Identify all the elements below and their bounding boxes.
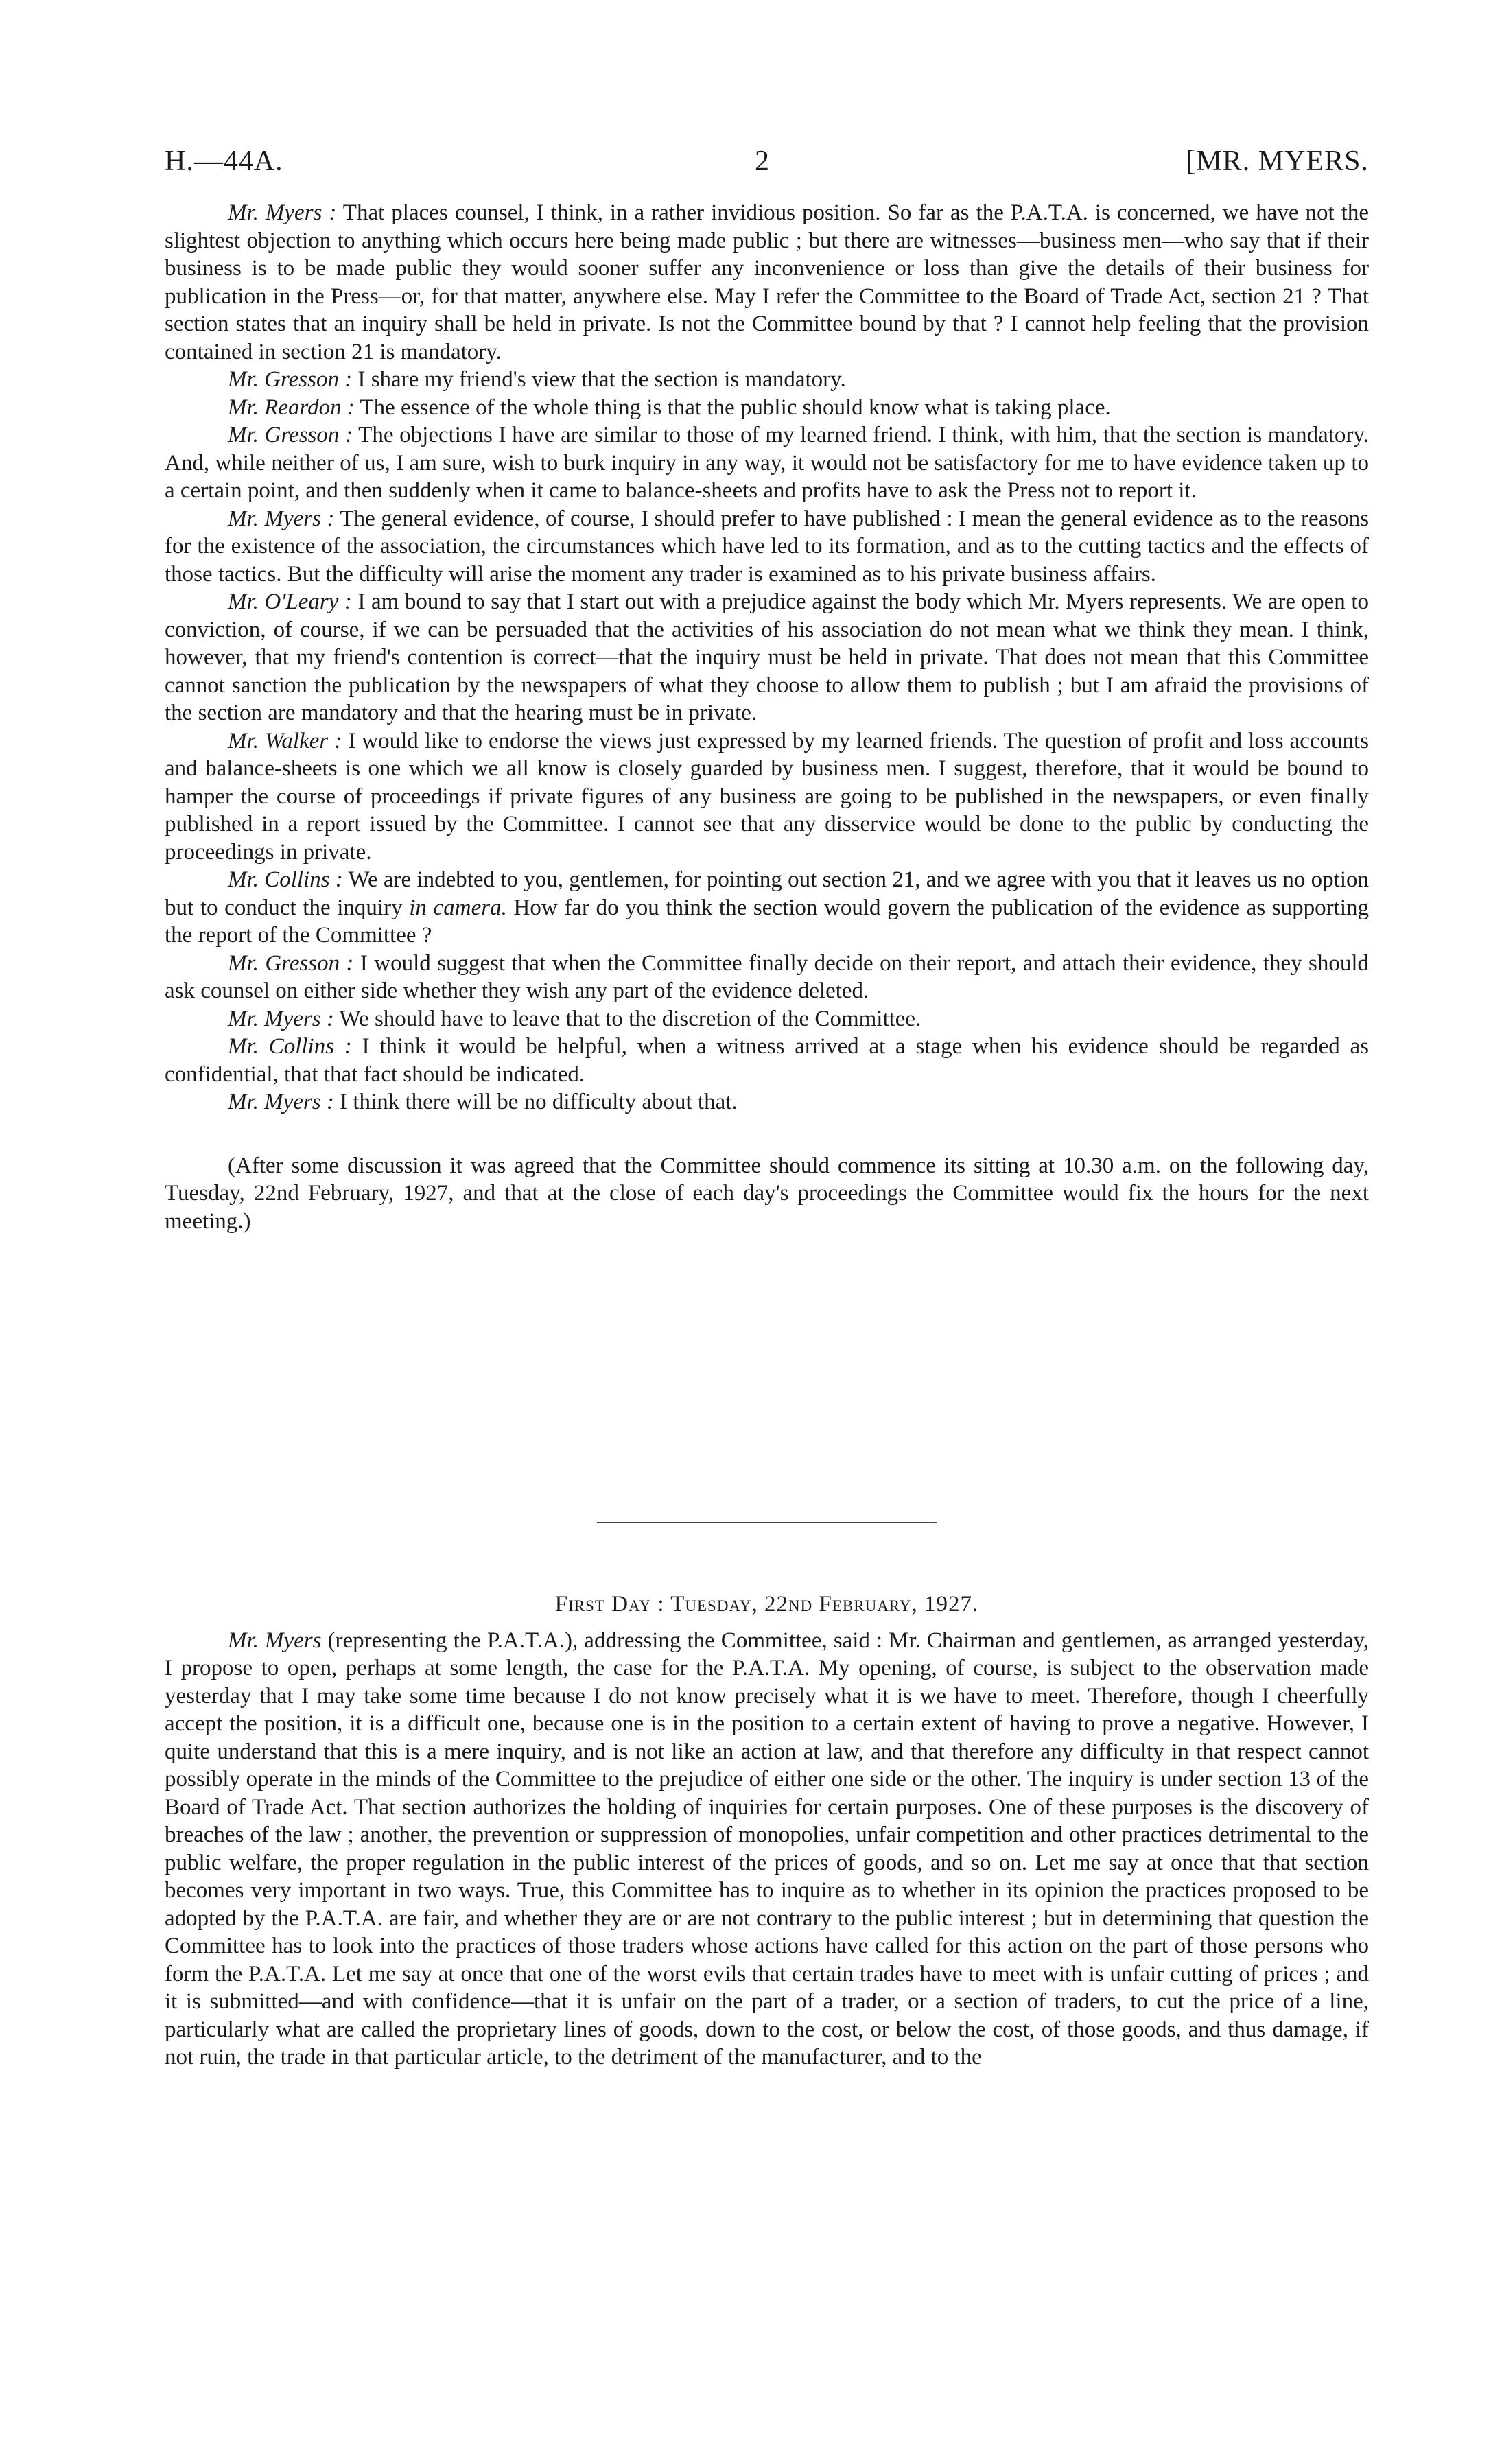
speech-text: I am bound to say that I start out with a prejudice against the body which Mr. Myers represents. We are open to conviction, of course, if we can be persuaded that the activities of his association do not mean what we think they mean. I think, however, that my friend's contention is correct—that the inquiry must be held in private. That does not mean that this Committee cannot sanction the publication by the newspapers of what they choose to allow them to publish ; but I am afraid the provisions of the section are mandatory and that the hearing must be in private. (165, 589, 1369, 725)
speech-text: I share my friend's view that the section is mandatory. (357, 367, 846, 392)
exchange-paragraph (165, 421, 1369, 505)
speaker-name: Mr. O'Leary : (228, 589, 352, 614)
exchange-paragraph (165, 505, 1369, 589)
speaker-name: Mr. Myers : (228, 1006, 334, 1031)
speaker-name: Mr. Myers (228, 1628, 322, 1653)
speech-text: That places counsel, I think, in a rather invidious position. So far as the P.A.T.A. is concerned, we have not the slightest objection to anything which occurs here being made public ; but there are witnesses—business men—who say that if their business is to be made public they would sooner suffer any inconvenience or loss than give the details of their business for publication in the Press—or, for that matter, anywhere else. May I refer the Committee to the Board of Trade Act, section 21 ? That section states that an inquiry shall be held in private. Is not the Committee bound by that ? I cannot help feeling that the provision contained in section 21 is mandatory. (165, 200, 1369, 364)
latin-phrase: in camera. (409, 895, 507, 920)
speaker-name: Mr. Reardon : (228, 395, 355, 420)
speech-text: We are indebted to you, gentlemen, for pointing out section 21, and we agree with you that it leaves us no option but to conduct the inquiry (165, 867, 1370, 920)
header-speaker: [MR. MYERS. (1186, 145, 1369, 177)
procedural-note: (After some discussion it was agreed that the Committee should commence its sitting at 10.30 a.m. on the following day, Tuesday, 22nd February, 1927, and that at the close of each day's proceedings the Committee would fix the hours for the next meeting.) (165, 1153, 1369, 1234)
exchange-paragraph (165, 366, 1369, 394)
speech-text: I think there will be no difficulty about that. (340, 1090, 738, 1114)
speech-text: The essence of the whole thing is that the public should know what is taking place. (360, 395, 1111, 420)
speech-text: The general evidence, of course, I should prefer to have published : I mean the general evidence as to the reasons for the existence of the association, the circumstances which have led to its formation, and as to the cutting tactics and the effects of those tactics. But the difficulty will arise the moment any trader is examined as to his private business affairs. (165, 506, 1370, 587)
page-header (165, 141, 1369, 182)
speaker-name: Mr. Myers : (228, 200, 337, 225)
exchange-paragraph (165, 1088, 1369, 1116)
speaker-name: Mr. Collins : (228, 1034, 352, 1059)
exchange-paragraph (165, 727, 1369, 867)
committee-discussion (165, 199, 1369, 1235)
exchange-paragraph (165, 950, 1369, 1005)
exchange-paragraph (165, 1005, 1369, 1033)
spacer (165, 1116, 1369, 1152)
exchange-paragraph (165, 1033, 1369, 1088)
opening-address (165, 1627, 1369, 2072)
speaker-name: Mr. Gresson : (228, 367, 353, 392)
speech-text: I would like to endorse the views just expressed by my learned friends. The question of profit and loss accounts and balance-sheets is one which we all know is closely guarded by business men. I suggest, therefore, that it would be bound to hamper the course of proceedings if private figures of any business are going to be published in the newspapers, or even finally published in a report issued by the Committee. I cannot see that any disservice would be done to the public by conducting the proceedings in private. (165, 728, 1370, 865)
speech-text: I would suggest that when the Committee finally decide on their report, and attach their evidence, they should ask counsel on either side whether they wish any part of the evidence deleted. (165, 950, 1369, 1003)
exchange-paragraph (165, 199, 1369, 366)
speech-text: The objections I have are similar to those of my learned friend. I think, with him, that the section is mandatory. And, while neither of us, I am sure, wish to burk inquiry in any way, it would not be satisfactory for me to have evidence taken up to a certain point, and then suddenly when it came to balance-sheets and profits have to ask the Press not to report it. (165, 423, 1370, 503)
speaker-name: Mr. Collins : (228, 867, 343, 892)
speaker-name: Mr. Walker : (228, 728, 342, 753)
exchange-paragraph (165, 866, 1369, 950)
exchange-paragraph (165, 588, 1369, 727)
speech-text: We should have to leave that to the discretion of the Committee. (339, 1006, 921, 1031)
speaker-name: Mr. Myers : (228, 1090, 334, 1114)
speaker-name: Mr. Gresson : (228, 423, 353, 447)
speaker-name: Mr. Gresson : (228, 950, 354, 976)
day-heading: First Day : Tuesday, 22nd February, 1927. (554, 1592, 979, 1617)
speaker-name: Mr. Myers : (228, 506, 335, 531)
document-code: H.—44A. (165, 145, 283, 177)
first-day-proceedings (165, 1591, 1369, 2072)
speech-text: I think it would be helpful, when a witness arrived at a stage when his evidence should be regarded as confidential, that that fact should be indicated. (165, 1034, 1369, 1087)
exchange-paragraph (165, 394, 1369, 422)
speech-text: How far do you think the section would govern the publication of the evidence as supporting the report of the Committee ? (165, 895, 1369, 948)
section-divider (597, 1522, 937, 1523)
speech-text: (representing the P.A.T.A.), addressing the Committee, said : Mr. Chairman and gentlemen, as arranged yesterday, I propose to open, perhaps at some length, the case for the P.A.T.A. My opening, of course, is subject to the observation made yesterday that I may take some time because I do not know precisely what it is we have to meet. Therefore, though I cheerfully accept the position, it is a difficult one, because one is in the position to a certain extent of having to prove a negative. However, I quite understand that this is a mere inquiry, and is not like an action at law, and that therefore any difficulty in that respect cannot possibly operate in the minds of the Committee to the prejudice of either one side or the other. The inquiry is under section 13 of the Board of Trade Act. That section authorizes the holding of inquiries for certain purposes. One of these purposes is the discovery of breaches of the law ; another, the prevention or suppression of monopolies, unfair competition and other practices detrimental to the public welfare, the proper regulation in the public interest of the prices of goods, and so on. Let me say at once that that section becomes very important in two ways. True, this Committee has to inquire as to whether in its opinion the practices proposed to be adopted by the P.A.T.A. are fair, and whether they are or are not contrary to the public interest ; but in determining that question the Committee has to look into the practices of those traders whose actions have called for this action on the part of those persons who form the P.A.T.A. Let me say at once that one of the worst evils that certain trades have to meet with is unfair cutting of prices ; and it is submitted—and with confidence—that it is unfair on the part of a trader, or a section of traders, to cut the price of a line, particularly what are called the proprietary lines of goods, down to the cost, or below the cost, of those goods, and thus damage, if not ruin, the trade in that particular article, to the detriment of the manufacturer, and to the (165, 1628, 1370, 2069)
page-number: 2 (755, 145, 770, 177)
